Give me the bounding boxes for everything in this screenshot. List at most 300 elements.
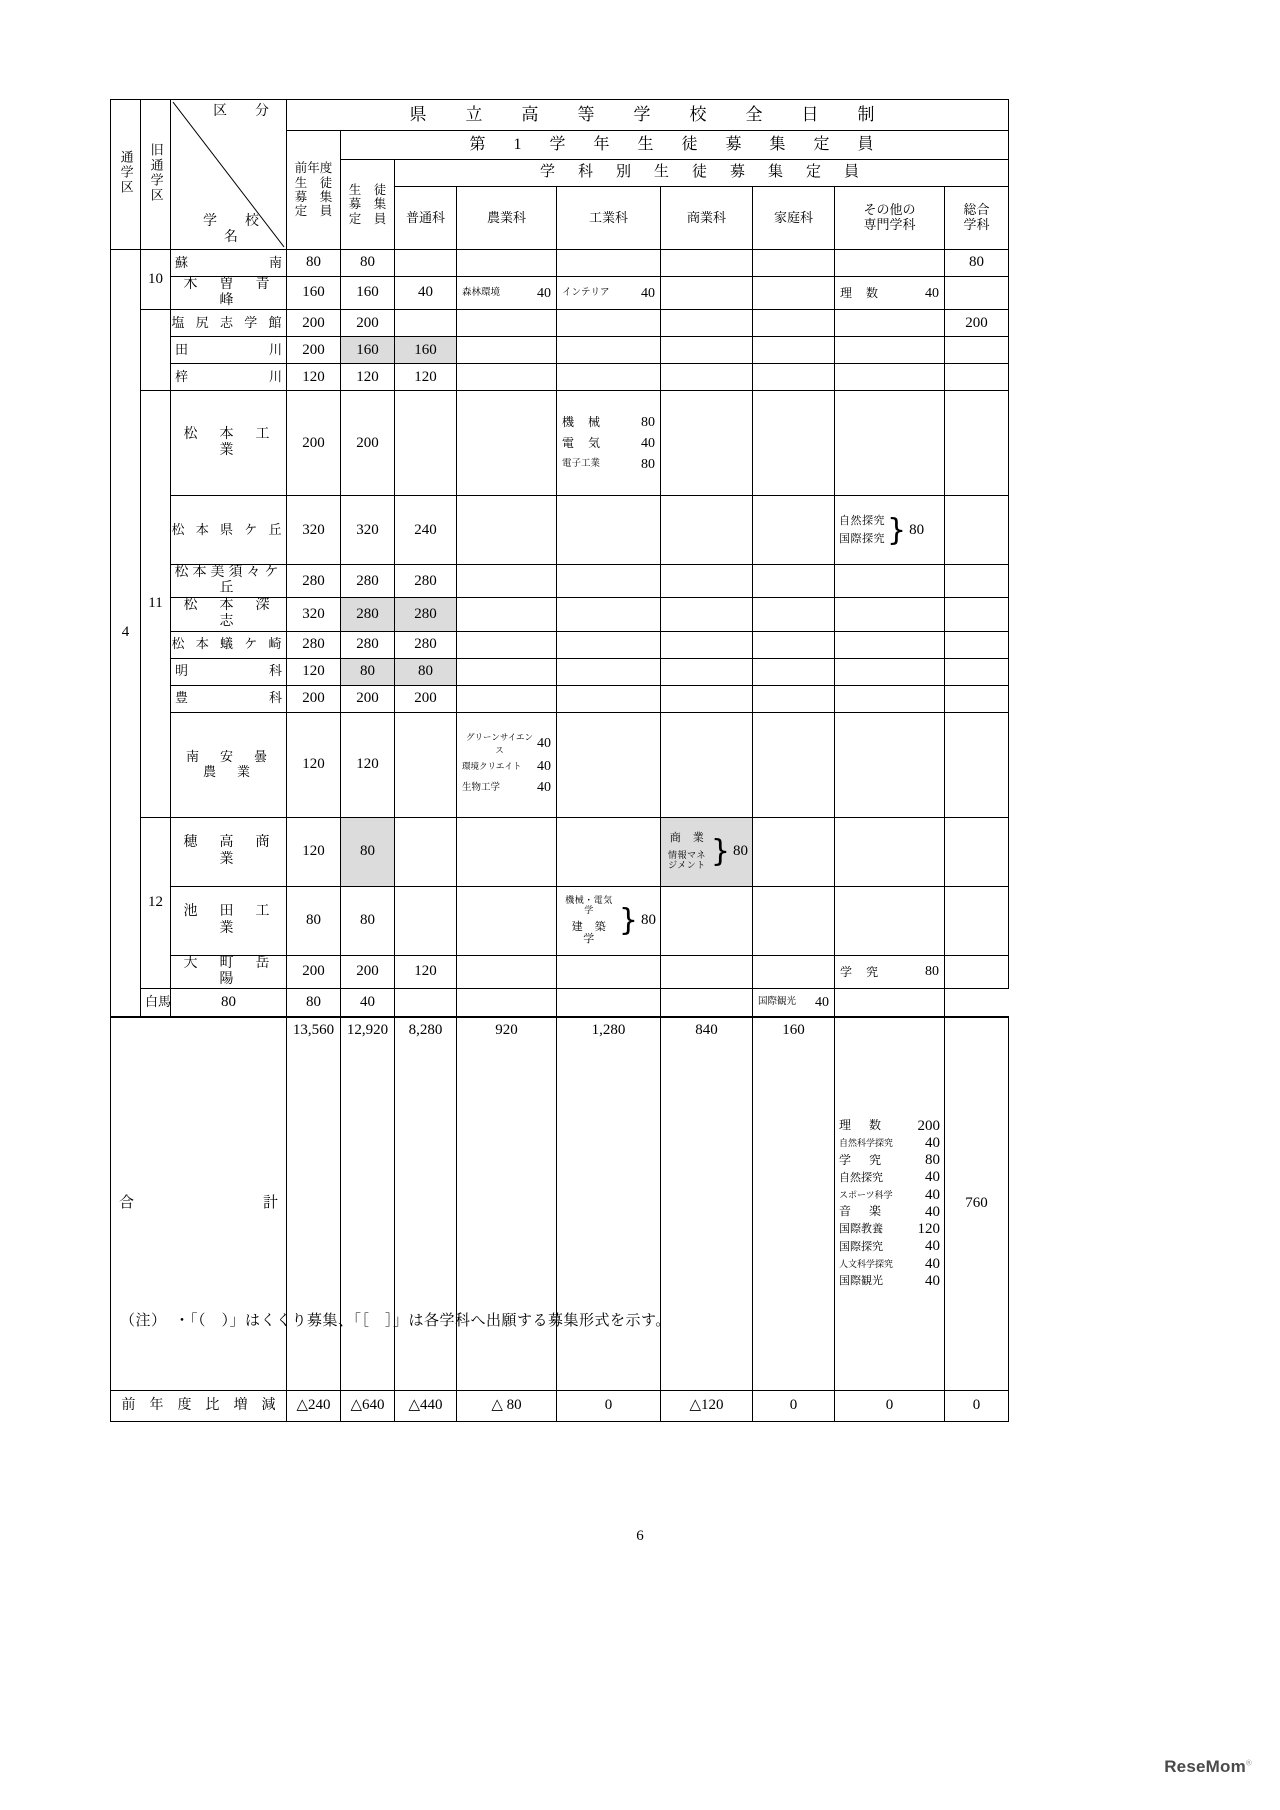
total-dept-entry <box>839 1152 940 1169</box>
prev-year-capacity-value: 200 <box>302 689 325 706</box>
total-dept-value: 40 <box>925 1255 940 1272</box>
dept-cell <box>835 817 945 886</box>
total-katei <box>753 1017 835 1391</box>
brand-name: ReseMom <box>1164 1757 1246 1776</box>
school-name-cell <box>171 631 287 658</box>
futsuka-capacity <box>395 277 457 310</box>
prev-year-capacity-value: 80 <box>306 254 321 271</box>
total-cur <box>341 1017 395 1391</box>
dept-cell <box>753 364 835 391</box>
brand-watermark <box>1164 1757 1252 1777</box>
total-dept-value: 40 <box>925 1169 940 1186</box>
total-dept-entry <box>839 1221 940 1238</box>
current-capacity <box>341 955 395 988</box>
futsuka-capacity-value: 40 <box>360 993 375 1010</box>
dept-entry <box>557 433 660 454</box>
table-row <box>111 817 1009 886</box>
diff-katei-value: 0 <box>789 1397 798 1414</box>
current-capacity-value: 280 <box>356 572 379 589</box>
kyu-tsugaku-ku-number: 10 <box>148 270 163 287</box>
prev-year-capacity <box>171 988 287 1017</box>
diff-nogyo-value: △ 80 <box>491 1397 522 1414</box>
header-kubun-gakkomei <box>171 100 287 250</box>
prev-year-capacity-value: 160 <box>302 284 325 301</box>
dept-cell <box>457 250 557 277</box>
table-row <box>111 955 1009 988</box>
table-row <box>111 337 1009 364</box>
prev-year-capacity-value: 120 <box>302 368 325 385</box>
total-kogyo <box>557 1017 661 1391</box>
futsuka-capacity <box>395 364 457 391</box>
prev-year-capacity <box>287 712 341 817</box>
dept-cell <box>661 391 753 496</box>
dept-cell <box>753 277 835 310</box>
dept-cell <box>661 337 753 364</box>
total-prev-value: 13,560 <box>292 1021 335 1038</box>
dept-cell <box>457 598 557 631</box>
total-label-cell <box>111 1017 287 1391</box>
current-capacity-value: 160 <box>356 284 379 301</box>
dept-cell <box>557 310 661 337</box>
total-dept-entry <box>839 1273 940 1290</box>
school-name: 明 <box>175 663 189 679</box>
sogo-gakka-capacity-value: 200 <box>965 314 988 331</box>
header-gakkomei-label: 学 校 名 <box>203 213 287 245</box>
current-capacity <box>341 886 395 955</box>
total-dept-label: 理 数 <box>839 1118 885 1133</box>
dept-bracket-cell <box>557 886 661 955</box>
col-header-shogyoka: 商業科 <box>661 187 753 250</box>
dept-label: 国際探究 <box>839 532 885 545</box>
dept-cell <box>753 310 835 337</box>
prev-year-capacity <box>287 250 341 277</box>
table-row <box>111 685 1009 712</box>
current-capacity <box>341 337 395 364</box>
current-capacity-value: 200 <box>356 689 379 706</box>
diff-label: 前 年 度 比 増 減 <box>121 1397 276 1413</box>
diff-shogyo-value: △120 <box>689 1397 724 1414</box>
futsuka-capacity <box>395 886 457 955</box>
prev-year-capacity <box>287 496 341 565</box>
school-name: 豊 <box>175 690 189 706</box>
dept-cell <box>835 631 945 658</box>
dept-cell <box>457 277 557 310</box>
prev-year-capacity-value: 120 <box>302 755 325 772</box>
prev-year-capacity <box>287 658 341 685</box>
total-dept-label: 音 楽 <box>839 1204 885 1219</box>
total-dept-label: 国際教養 <box>839 1223 883 1236</box>
dept-value: 40 <box>537 736 551 752</box>
dept-entry <box>457 731 556 757</box>
current-capacity-value: 80 <box>306 993 321 1010</box>
futsuka-capacity <box>395 658 457 685</box>
prev-year-capacity <box>287 277 341 310</box>
dept-cell <box>661 712 753 817</box>
dept-cell <box>661 886 753 955</box>
current-capacity <box>341 310 395 337</box>
total-futsu-value: 8,280 <box>408 1021 443 1038</box>
dept-cell <box>557 685 661 712</box>
school-name-cell <box>171 277 292 310</box>
diff-sogo-value: 0 <box>972 1397 981 1414</box>
futsuka-capacity-value: 200 <box>414 689 437 706</box>
sogo-gakka-capacity <box>945 817 1009 886</box>
total-sonota-cell <box>835 1017 945 1391</box>
dept-entry <box>557 412 660 433</box>
school-name: 池 田 工 業 <box>183 904 292 936</box>
prev-year-capacity-value: 80 <box>221 993 236 1010</box>
dept-entry <box>457 777 556 798</box>
dept-value: 40 <box>537 285 551 301</box>
total-nogyo <box>457 1017 557 1391</box>
table-row <box>111 598 1009 631</box>
prev-year-capacity <box>287 817 341 886</box>
diff-nogyo <box>457 1390 557 1421</box>
dept-entry <box>557 283 660 304</box>
school-name: 松 本 県 ケ 丘 <box>171 521 286 537</box>
total-dept-entry <box>839 1204 940 1221</box>
dept-label: グリーンサイエンス <box>466 731 533 755</box>
dept-cell <box>557 598 661 631</box>
prev-year-capacity-value: 320 <box>302 605 325 622</box>
total-dept-entry <box>839 1256 940 1273</box>
school-name: 松 本 深 志 <box>183 598 292 630</box>
futsuka-capacity <box>395 250 457 277</box>
sogo-gakka-capacity <box>945 685 1009 712</box>
sogo-gakka-capacity <box>945 277 1009 310</box>
school-name-suffix: 科 <box>268 663 282 679</box>
col-header-kogyoka: 工業科 <box>557 187 661 250</box>
header-kubun-label: 区 分 <box>213 104 276 119</box>
dept-cell <box>661 277 753 310</box>
dept-cell <box>753 250 835 277</box>
dept-bracket-cell <box>661 817 753 886</box>
dept-cell <box>661 988 753 1017</box>
total-katei-value: 160 <box>782 1021 805 1038</box>
dept-value: 80 <box>925 964 939 980</box>
school-name-suffix: 科 <box>268 690 282 706</box>
dept-cell <box>835 337 945 364</box>
total-shogyo-value: 840 <box>695 1021 718 1038</box>
prev-year-capacity-value: 280 <box>302 635 325 652</box>
dept-cell <box>557 988 661 1017</box>
dept-entry <box>835 283 944 304</box>
sogo-gakka-capacity <box>945 391 1009 496</box>
current-capacity-value: 200 <box>356 434 379 451</box>
dept-label: 機械・電気学 <box>565 895 613 916</box>
futsuka-capacity-value: 280 <box>414 572 437 589</box>
sogo-gakka-capacity <box>945 598 1009 631</box>
dept-cell <box>457 565 557 598</box>
diff-row <box>111 1390 1009 1421</box>
dept-cell <box>457 631 557 658</box>
total-dept-label: 自然探究 <box>839 1171 883 1184</box>
school-name: 松 本 工 業 <box>183 427 292 459</box>
sogo-gakka-capacity <box>945 310 1009 337</box>
diff-futsu <box>395 1390 457 1421</box>
dept-cell <box>557 631 661 658</box>
prev-year-capacity-value: 120 <box>302 662 325 679</box>
futsuka-capacity <box>395 496 457 565</box>
total-nogyo-value: 920 <box>495 1021 518 1038</box>
school-name: 蘇 <box>175 254 189 270</box>
total-dept-value: 120 <box>917 1221 940 1237</box>
prev-year-capacity <box>287 364 341 391</box>
school-name-cell <box>171 364 287 391</box>
dept-cell <box>661 310 753 337</box>
current-capacity <box>341 364 395 391</box>
diff-sonota-value: 0 <box>885 1397 894 1414</box>
current-capacity-value: 80 <box>360 842 375 859</box>
school-name-cell <box>171 955 292 988</box>
total-shogyo <box>661 1017 753 1391</box>
dept-cell <box>457 496 557 565</box>
table-row <box>111 250 1009 277</box>
school-name: 田 <box>175 341 189 357</box>
current-capacity-value: 200 <box>356 314 379 331</box>
enrollment-table <box>110 99 1009 1422</box>
current-capacity <box>341 565 395 598</box>
dept-cell <box>557 712 661 817</box>
school-name-cell <box>171 598 292 631</box>
school-name-cell <box>171 496 287 565</box>
school-name-suffix: 馬 <box>158 993 172 1009</box>
futsuka-capacity-value: 280 <box>414 605 437 622</box>
header-title-grade1: 第 1 学 年 生 徒 募 集 定 員 <box>341 131 1009 160</box>
header-prev-year-capacity: 前年度 生 徒 募 集 定 員 <box>287 131 341 250</box>
futsuka-capacity-value: 40 <box>418 284 433 301</box>
dept-cell <box>557 817 661 886</box>
futsuka-capacity-value: 280 <box>414 635 437 652</box>
diff-kogyo <box>557 1390 661 1421</box>
dept-value: 40 <box>925 285 939 301</box>
school-name: 松 本 蟻 ケ 崎 <box>171 636 286 652</box>
school-name: 梓 <box>175 368 189 384</box>
diff-label-cell <box>111 1390 287 1421</box>
table-row <box>111 496 1009 565</box>
table-row <box>111 886 1009 955</box>
tsugaku-ku-number: 4 <box>121 624 130 641</box>
dept-value: 40 <box>641 435 655 451</box>
futsuka-capacity <box>395 631 457 658</box>
brace-icon: } <box>887 512 907 548</box>
futsuka-capacity <box>395 955 457 988</box>
col-header-nogyoka: 農業科 <box>457 187 557 250</box>
total-label-suffix: 計 <box>262 1195 278 1212</box>
dept-cell <box>835 310 945 337</box>
dept-cell <box>753 685 835 712</box>
dept-label: インテリア <box>562 287 610 298</box>
current-capacity <box>341 391 395 496</box>
dept-value: 80 <box>641 456 655 472</box>
dept-label: 商 業 <box>669 832 705 845</box>
dept-cell <box>457 886 557 955</box>
table-row <box>111 988 1009 1017</box>
table-row <box>111 565 1009 598</box>
dept-cell <box>835 364 945 391</box>
dept-label: 機 械 <box>562 415 602 430</box>
dept-cell <box>835 886 945 955</box>
school-name-suffix: 川 <box>268 368 282 384</box>
total-dept-entry <box>839 1135 940 1152</box>
futsuka-capacity-value: 120 <box>414 963 437 980</box>
prev-year-capacity-value: 200 <box>302 434 325 451</box>
total-dept-value: 40 <box>925 1238 940 1255</box>
school-name-cell <box>171 337 287 364</box>
current-capacity-value: 80 <box>360 254 375 271</box>
futsuka-capacity-value: 120 <box>414 368 437 385</box>
kyu-tsugaku-ku-value <box>141 817 171 988</box>
diff-shogyo <box>661 1390 753 1421</box>
dept-cell <box>661 955 753 988</box>
sogo-gakka-capacity <box>945 712 1009 817</box>
dept-cell <box>557 658 661 685</box>
sogo-gakka-capacity <box>835 988 945 1017</box>
current-capacity-value: 160 <box>356 341 379 358</box>
dept-cell <box>557 364 661 391</box>
total-sogo <box>945 1017 1009 1391</box>
dept-value: 40 <box>815 994 829 1010</box>
dept-cell <box>557 277 661 310</box>
prev-year-capacity <box>287 598 341 631</box>
dept-cell <box>753 955 835 988</box>
prev-year-capacity <box>287 886 341 955</box>
diff-kogyo-value: 0 <box>604 1397 613 1414</box>
dept-cell <box>835 955 945 988</box>
total-dept-label: スポーツ科学 <box>839 1189 893 1200</box>
header-current-capacity: 生 徒 募 集 定 員 <box>341 160 395 250</box>
futsuka-capacity <box>395 685 457 712</box>
total-dept-label: 国際探究 <box>839 1240 883 1253</box>
dept-cell <box>835 250 945 277</box>
total-dept-value: 80 <box>925 1152 940 1168</box>
dept-label: 森林環境 <box>462 287 501 298</box>
dept-cell <box>835 391 945 496</box>
kyu-tsugaku-ku-value <box>141 310 171 391</box>
futsuka-capacity <box>395 598 457 631</box>
dept-cell <box>753 988 835 1017</box>
table-row <box>111 277 1009 310</box>
dept-cell <box>835 658 945 685</box>
total-futsu <box>395 1017 457 1391</box>
total-dept-value: 40 <box>925 1186 940 1203</box>
dept-cell <box>457 658 557 685</box>
prev-year-capacity <box>287 631 341 658</box>
dept-cell <box>457 817 557 886</box>
kyu-tsugaku-ku-number: 11 <box>148 595 163 612</box>
dept-cell <box>457 391 557 496</box>
dept-cell <box>557 391 661 496</box>
table-row <box>111 631 1009 658</box>
dept-label: 国際観光 <box>758 997 797 1008</box>
dept-entry <box>557 454 660 475</box>
dept-cell <box>661 250 753 277</box>
futsuka-capacity-value: 80 <box>418 662 433 679</box>
school-name-cell <box>171 817 292 886</box>
futsuka-capacity-value: 240 <box>414 521 437 538</box>
futsuka-capacity <box>395 565 457 598</box>
dept-cell <box>457 337 557 364</box>
dept-label: 環境クリエイト <box>462 761 522 772</box>
dept-cell <box>457 955 557 988</box>
header-kyu-tsugaku-ku: 旧通学区 <box>141 100 171 250</box>
page-number: 6 <box>636 1528 644 1544</box>
school-name-suffix: 南 <box>268 254 282 270</box>
dept-cell <box>753 565 835 598</box>
brand-tm: ® <box>1245 1758 1252 1768</box>
total-dept-label: 国際観光 <box>839 1275 883 1288</box>
dept-entry <box>457 283 556 304</box>
prev-year-capacity-value: 80 <box>306 911 321 928</box>
dept-value: 80 <box>641 911 656 928</box>
dept-cell <box>557 565 661 598</box>
school-name: 木 曽 青 峰 <box>183 277 292 309</box>
school-name: 大 町 岳 陽 <box>183 955 292 987</box>
tsugaku-ku-value <box>111 250 141 1017</box>
dept-cell <box>557 496 661 565</box>
school-name-cell <box>171 250 287 277</box>
table-row <box>111 310 1009 337</box>
kyu-tsugaku-ku-value <box>141 250 171 310</box>
current-capacity <box>341 712 395 817</box>
futsuka-capacity <box>395 391 457 496</box>
dept-cell <box>557 337 661 364</box>
col-header-kateika: 家庭科 <box>753 187 835 250</box>
dept-cell <box>835 565 945 598</box>
dept-cell <box>557 250 661 277</box>
prev-year-capacity-value: 320 <box>302 521 325 538</box>
dept-cell <box>661 598 753 631</box>
dept-cell <box>395 988 457 1017</box>
sogo-gakka-capacity <box>945 565 1009 598</box>
current-capacity <box>341 631 395 658</box>
school-name-cell <box>171 712 287 817</box>
sogo-gakka-capacity <box>945 337 1009 364</box>
brace-icon: } <box>618 903 638 939</box>
dept-value: 40 <box>537 780 551 796</box>
total-dept-value: 200 <box>917 1117 940 1134</box>
dept-cell <box>457 310 557 337</box>
dept-cell <box>835 277 945 310</box>
dept-cell <box>835 598 945 631</box>
total-dept-label: 自然科学探究 <box>839 1138 894 1149</box>
diff-sonota <box>835 1390 945 1421</box>
brace-icon: } <box>710 834 730 870</box>
prev-year-capacity-value: 200 <box>302 963 325 980</box>
dept-cell <box>835 712 945 817</box>
table-row <box>111 391 1009 496</box>
diff-futsu-value: △440 <box>408 1397 443 1414</box>
dept-value: 80 <box>641 414 655 430</box>
prev-year-capacity <box>287 565 341 598</box>
dept-label: 自然探究 <box>839 515 885 528</box>
school-name: 南 安 曇 農 業 <box>185 748 289 779</box>
diff-sogo <box>945 1390 1009 1421</box>
prev-year-capacity-value: 280 <box>302 572 325 589</box>
futsuka-capacity <box>395 817 457 886</box>
diff-cur-value: △640 <box>350 1397 385 1414</box>
col-header-sonota: その他の 専門学科 <box>835 187 945 250</box>
futsuka-capacity <box>395 712 457 817</box>
futsuka-capacity <box>341 988 395 1017</box>
dept-cell <box>753 598 835 631</box>
prev-year-capacity-value: 120 <box>302 842 325 859</box>
current-capacity-value: 80 <box>360 662 375 679</box>
current-capacity-value: 280 <box>356 635 379 652</box>
dept-cell <box>661 685 753 712</box>
current-capacity <box>341 250 395 277</box>
total-dept-entry <box>839 1118 940 1135</box>
